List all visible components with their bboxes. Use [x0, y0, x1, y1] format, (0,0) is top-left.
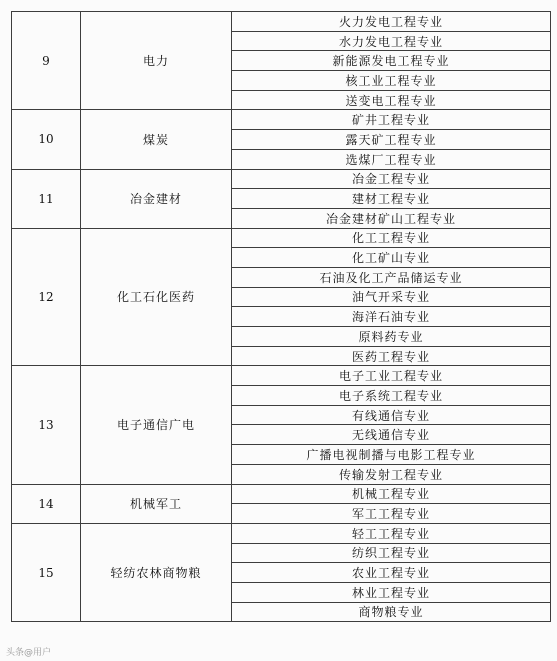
major-name: 医药工程专业	[232, 346, 551, 366]
group-number: 12	[12, 228, 81, 366]
table-row	[12, 484, 551, 504]
major-name: 商物粮专业	[232, 602, 551, 622]
major-name: 纺织工程专业	[232, 543, 551, 563]
table-row	[12, 523, 551, 543]
major-name: 轻工工程专业	[232, 523, 551, 543]
major-name: 无线通信专业	[232, 425, 551, 445]
industry-name: 化工石化医药	[81, 228, 232, 366]
table-row	[12, 366, 551, 386]
industry-name: 煤炭	[81, 110, 232, 169]
industry-name: 电力	[81, 12, 232, 110]
major-name: 军工工程专业	[232, 504, 551, 524]
group-number: 13	[12, 366, 81, 484]
major-name: 有线通信专业	[232, 405, 551, 425]
group-number: 11	[12, 169, 81, 228]
major-name: 火力发电工程专业	[232, 12, 551, 32]
major-name: 海洋石油专业	[232, 307, 551, 327]
industry-name: 轻纺农林商物粮	[81, 523, 232, 621]
major-name: 化工工程专业	[232, 228, 551, 248]
major-name: 化工矿山专业	[232, 248, 551, 268]
major-name: 农业工程专业	[232, 563, 551, 583]
major-name: 林业工程专业	[232, 582, 551, 602]
specialty-table	[11, 11, 551, 622]
major-name: 冶金工程专业	[232, 169, 551, 189]
major-name: 建材工程专业	[232, 189, 551, 209]
major-name: 广播电视制播与电影工程专业	[232, 445, 551, 465]
group-number: 14	[12, 484, 81, 523]
major-name: 油气开采专业	[232, 287, 551, 307]
major-name: 新能源发电工程专业	[232, 51, 551, 71]
major-name: 水力发电工程专业	[232, 31, 551, 51]
major-name: 送变电工程专业	[232, 90, 551, 110]
watermark: 头条@用户	[6, 648, 52, 658]
specialty-table-body	[12, 12, 551, 622]
table-row	[12, 228, 551, 248]
major-name: 传输发射工程专业	[232, 464, 551, 484]
major-name: 电子工业工程专业	[232, 366, 551, 386]
group-number: 15	[12, 523, 81, 621]
major-name: 机械工程专业	[232, 484, 551, 504]
table-row	[12, 12, 551, 32]
major-name: 石油及化工产品储运专业	[232, 267, 551, 287]
industry-name: 机械军工	[81, 484, 232, 523]
group-number: 9	[12, 12, 81, 110]
major-name: 露天矿工程专业	[232, 130, 551, 150]
major-name: 冶金建材矿山工程专业	[232, 208, 551, 228]
major-name: 选煤厂工程专业	[232, 149, 551, 169]
group-number: 10	[12, 110, 81, 169]
major-name: 电子系统工程专业	[232, 386, 551, 406]
major-name: 核工业工程专业	[232, 71, 551, 91]
industry-name: 电子通信广电	[81, 366, 232, 484]
table-row	[12, 169, 551, 189]
major-name: 矿井工程专业	[232, 110, 551, 130]
major-name: 原料药专业	[232, 327, 551, 347]
industry-name: 冶金建材	[81, 169, 232, 228]
table-row	[12, 110, 551, 130]
